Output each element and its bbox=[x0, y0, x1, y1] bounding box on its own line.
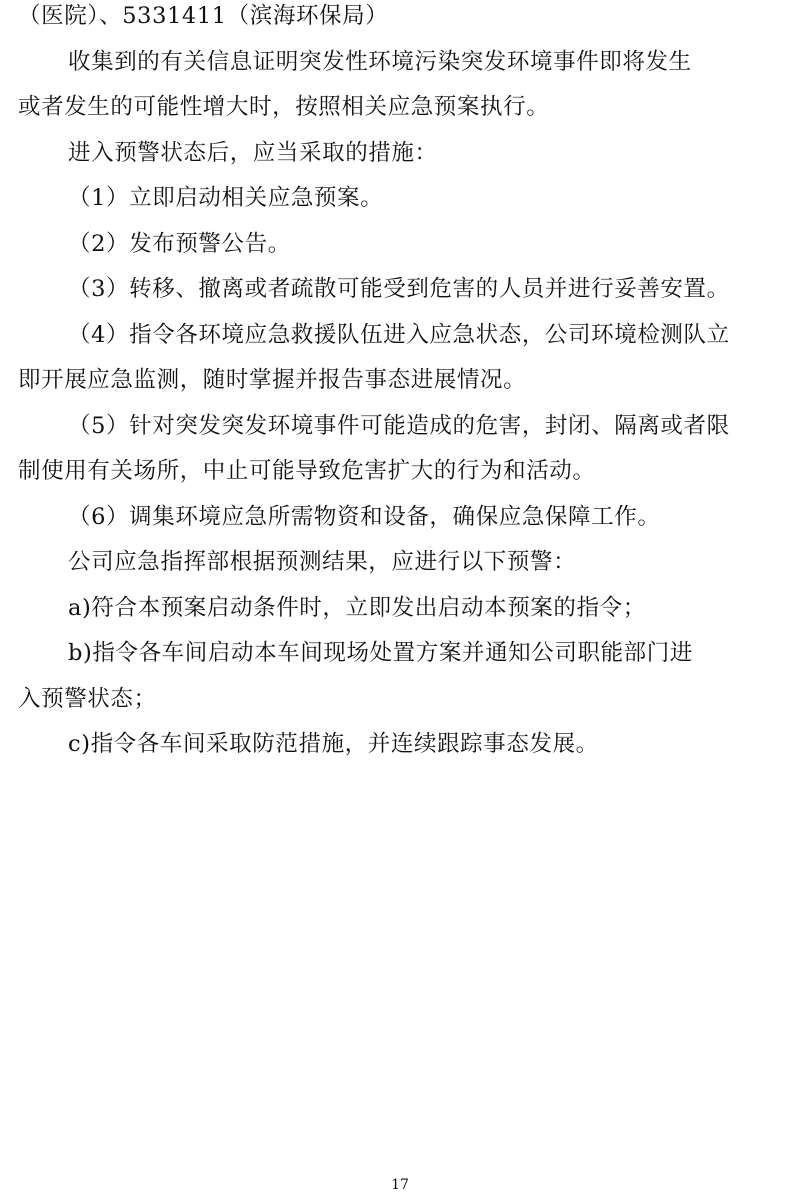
list-item-measure-3: （3）转移、撤离或者疏散可能受到危害的人员并进行妥善安置。 bbox=[68, 276, 730, 302]
text-line-warning-intro: 收集到的有关信息证明突发性环境污染突发环境事件即将发生 bbox=[68, 48, 692, 75]
list-item-measure-6: （6）调集环境应急所需物资和设备，确保应急保障工作。 bbox=[68, 503, 661, 530]
list-item-warning-c: c)指令各车间采取防范措施，并连续跟踪事态发展。 bbox=[68, 731, 599, 757]
list-item-warning-a: a)符合本预案启动条件时，立即发出启动本预案的指令； bbox=[68, 594, 646, 621]
list-item-measure-2: （2）发布预警公告。 bbox=[68, 230, 291, 257]
list-item-measure-5: （5）针对突发突发环境事件可能造成的危害，封闭、隔离或者限 bbox=[68, 412, 730, 439]
text-line-command-heading: 公司应急指挥部根据预测结果，应进行以下预警： bbox=[68, 549, 577, 575]
text-line-contact: （医院）、5331411（滨海环保局） bbox=[18, 3, 389, 29]
page-number: 17 bbox=[391, 1177, 409, 1193]
list-item-warning-b: b)指令各车间启动本车间现场处置方案并通知公司职能部门进 bbox=[68, 640, 693, 666]
list-item-measure-4: （4）指令各环境应急救援队伍进入应急状态，公司环境检测队立 bbox=[68, 321, 730, 348]
list-item-measure-5-cont: 制使用有关场所，中止可能导致危害扩大的行为和活动。 bbox=[18, 458, 596, 484]
document-body bbox=[18, 0, 774, 768]
list-item-warning-b-cont: 入预警状态； bbox=[18, 685, 157, 712]
text-line-warning-intro-cont: 或者发生的可能性增大时，按照相关应急预案执行。 bbox=[18, 94, 550, 120]
list-item-measure-4-cont: 即开展应急监测，随时掌握并报告事态进展情况。 bbox=[18, 367, 527, 393]
text-line-measures-heading: 进入预警状态后，应当采取的措施： bbox=[68, 139, 438, 166]
list-item-measure-1: （1）立即启动相关应急预案。 bbox=[68, 185, 384, 211]
